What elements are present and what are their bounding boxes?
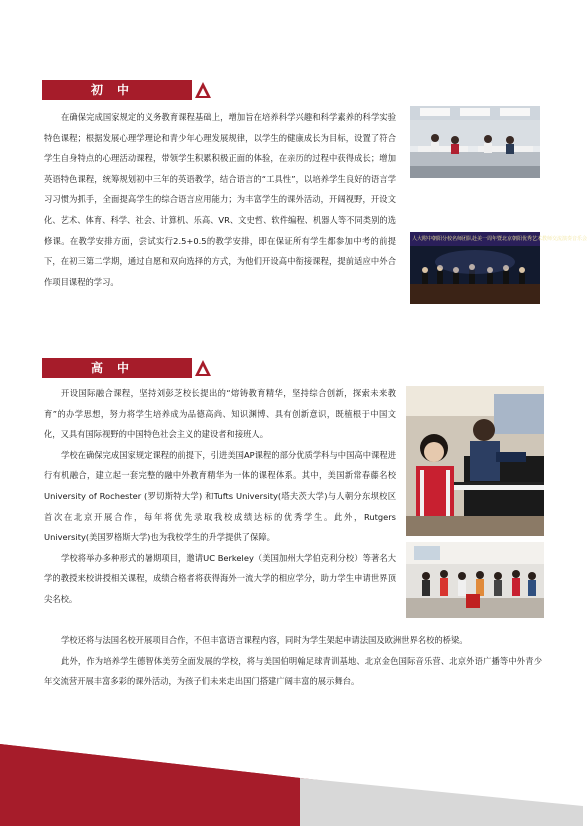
bottom-decorative-band <box>0 736 583 826</box>
senior-paragraph-5: 此外，作为培养学生德智体美劳全面发展的学校，将与美国伯明翰足球青训基地、北京金色国际音乐营、北京外语广播等中外青少年交流营开展丰富多彩的课外活动，为孩子们未来走出国门搭建广阔丰富的展示舞台。 <box>44 655 542 687</box>
senior-paragraph-1: 开设国际融合课程，坚持刘彭芝校长提出的“熔铸教育精华，坚持综合创新，探索未来教育”的办学思想，努力将学生培养成为品德高尚、知识渊博、具有创新意识，既植根于中国文化，又具有国际视野的中国特色社会主义的建设者和接班人。 <box>44 388 396 440</box>
triangle-logo-icon <box>194 359 212 377</box>
students-activity-photo <box>406 542 544 618</box>
senior-paragraph-3: 学校将举办多种形式的暑期项目，邀请UC Berkeley（美国加州大学伯克利分校）等著名大学的教授来校讲授相关课程，成绩合格者将获得海外一流大学的相应学分，助力学生申请世界顶尖名校。 <box>44 552 396 604</box>
piano-class-photo <box>406 386 544 536</box>
triangle-logo-icon <box>194 81 212 99</box>
concert-banner-text: 人大附中朝阳分校名师团队赴美一周年暨北京朝阳优秀艺术教师交流演奏音乐会 <box>412 236 587 242</box>
senior-text-wide <box>44 630 542 692</box>
senior-paragraph-4: 学校还将与法国名校开展项目合作，不但丰富语言课程内容，同时为学生架起申请法国及欧洲世界名校的桥梁。 <box>61 635 468 645</box>
section-header-senior <box>42 358 210 378</box>
section-header-junior <box>42 80 210 100</box>
section-title-senior: 高中 <box>90 361 143 375</box>
junior-text <box>44 107 396 292</box>
concert-photo <box>410 232 587 304</box>
senior-text <box>44 383 396 610</box>
junior-paragraph: 在确保完成国家规定的义务教育课程基础上，增加旨在培养科学兴趣和科学素养的科学实验特色课程；根据发展心理学理论和青少年心理发展规律，以学生的健康成长为目标，设置了符合学生自身特点的心理活动课程，带领学生积累积极正面的体验，在亲历的过程中获得成长；增加英语特色课程，统筹规划初中三年的英语教学，结合语言的“工具性”，以培养学生良好的语言学习习惯为抓手，全面提高学生的综合语言应用能力；为丰富学生的课外活动，开阔视野，开设文化、艺术、体育、科学、社会、计算机、乐高、VR、文史哲、软件编程、机器人等不同类别的选修课。在教学安排方面，尝试实行2.5+0.5的教学安排，即在保证所有学生都参加中考的前提下，在初三第二学期，通过自愿和双向选择的方式，为他们开设高中衔接课程，提前适应中外合作项目课程的学习。 <box>44 112 396 287</box>
senior-paragraph-2: 学校在确保完成国家规定课程的前提下，引进美国AP课程的部分优质学科与中国高中课程进行有机融合，建立起一套完整的融中外教育精华为一体的课程体系。其中，美国新常春藤名校University of Rochester (罗切斯特大学) 和Tufts University(塔夫茨大学)与人朝分东坝校区首次在北京开展合作，每年将优先录取我校成绩达标的优秀学生。此外，Rutgers University(美国罗格斯大学)也为我校学生的升学提供了保障。 <box>44 449 396 543</box>
science-lab-photo <box>410 106 540 178</box>
section-title-junior: 初中 <box>90 83 143 97</box>
